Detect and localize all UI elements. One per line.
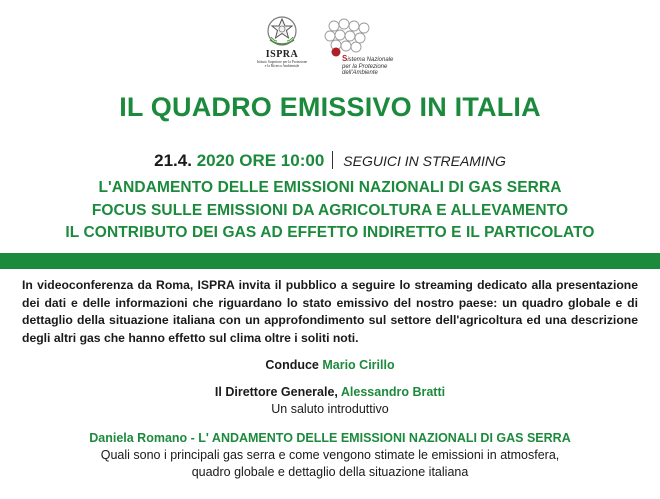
- direttore-line: Il Direttore Generale, Alessandro Bratti: [214, 385, 446, 399]
- subheadings: [0, 177, 660, 245]
- conduce-line: Conduce Mario Cirillo: [265, 358, 395, 372]
- event-date-line: [0, 151, 660, 171]
- speaker-title: Daniela Romano - L' ANDAMENTO DELLE EMISSIONI NAZIONALI DI GAS SERRA: [89, 431, 571, 445]
- event-date: 21.4. 2020 ORE 10:00: [154, 151, 325, 170]
- ispra-subtitle-1: Istituto Superiore per la Protezione: [256, 60, 308, 64]
- divider: [332, 151, 333, 169]
- green-divider-bar: [0, 253, 660, 269]
- logo-area: [0, 14, 660, 84]
- italian-republic-emblem-icon: [265, 14, 299, 48]
- direttore-name: Alessandro Bratti: [340, 385, 446, 399]
- subheading-2: FOCUS SULLE EMISSIONI DA AGRICOLTURA E ALLEVAMENTO: [91, 201, 569, 219]
- intro-paragraph: In videoconferenza da Roma, ISPRA invita il pubblico a seguire lo streaming dedicato alla presentazione dei dati e delle informazioni che riguardano lo stato emissivo del nostro paese: un quadro globale e di dettaglio della situazione italiana con un approfondimento sul settore dell'agricoltura ed una descrizione degli altri gas che hanno effetto sul clima oltre i soliti noti.: [22, 278, 638, 345]
- subheading-1: L'ANDAMENTO DELLE EMISSIONI NAZIONALI DI GAS SERRA: [98, 179, 562, 196]
- speaker-description-1: Quali sono i principali gas serra e come vengono stimate le emissioni in atmosfera,: [100, 448, 560, 462]
- ispra-logo: [252, 14, 312, 69]
- hexagon-network-icon: [324, 18, 374, 58]
- page-title: IL QUADRO EMISSIVO IN ITALIA: [119, 92, 541, 122]
- ispra-subtitle-2: e la Ricerca Ambientale: [264, 64, 300, 69]
- conduce-name: Mario Cirillo: [322, 358, 395, 372]
- streaming-label: SEGUICI IN STREAMING: [343, 153, 506, 169]
- speaker-description-2: quadro globale e dettaglio della situazione italiana: [191, 465, 469, 479]
- subheading-3: IL CONTRIBUTO DEI GAS AD EFFETTO INDIRETTO E IL PARTICOLATO: [65, 224, 595, 241]
- snpa-logo: [322, 18, 432, 84]
- saluto-line: Un saluto introduttivo: [271, 402, 389, 416]
- snpa-text: Sistema Nazionale per la Protezione dell'Ambiente: [342, 54, 394, 77]
- ispra-name: ISPRA: [265, 49, 299, 60]
